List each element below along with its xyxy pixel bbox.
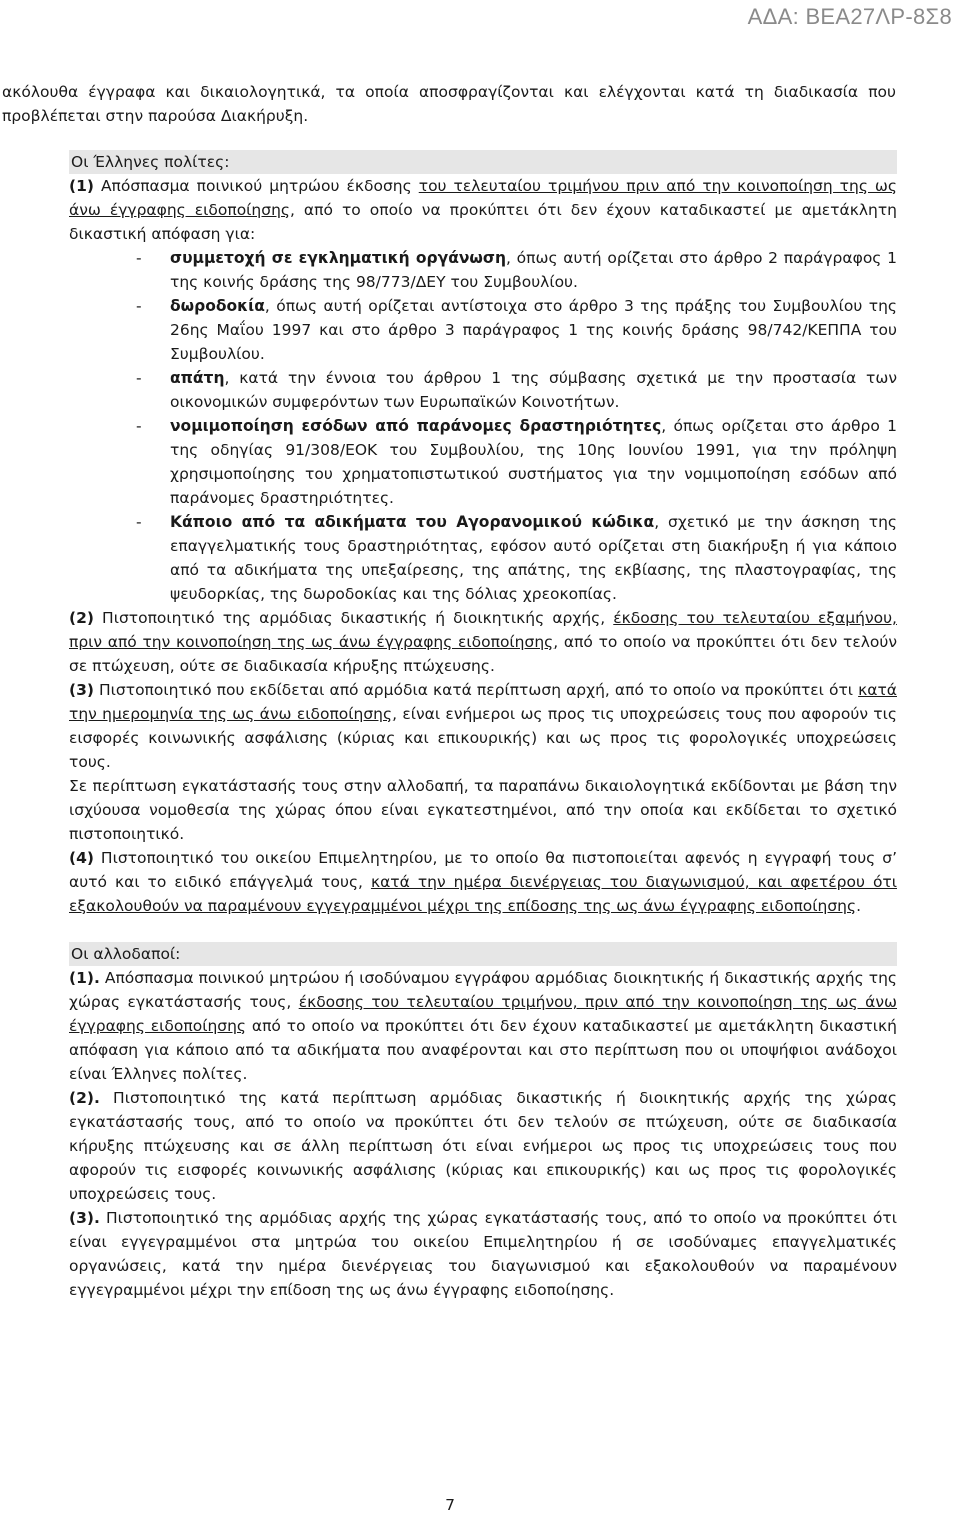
item-text: . <box>856 897 862 915</box>
offence-text: , όπως αυτή ορίζεται αντίστοιχα στο άρθρο 3 της πράξης του Συμβουλίου της 26ης Μαΐου 1997 και στο άρθρο 3 παράγραφος 1 της κοινής δράσης 98/742/ΚΕΠΠΑ του Συμβουλίου. <box>170 297 897 363</box>
item-text: από το οποίο να προκύπτει ότι δεν έχουν καταδικαστεί με αμετάκλητη δικαστική απόφαση για κάποιο από τα αδικήματα που αναφέρονται και στο περίπτωση που οι υποψήφιοι ανάδοχοι είναι Έλληνες πολίτες. <box>69 1017 897 1083</box>
foreign-item-2 <box>69 1086 897 1206</box>
dash-marker: - <box>136 297 142 315</box>
dash-marker: - <box>136 513 142 531</box>
foreign-item-1 <box>69 966 897 1086</box>
ada-code: ΑΔΑ: ΒΕΑ27ΛΡ-8Σ8 <box>747 4 952 29</box>
item-number: (3). <box>69 1209 100 1227</box>
offence-text: , σχετικό με την άσκηση της επαγγελματικής τους δραστηριότητας, εφόσον αυτό ορίζεται στη διακήρυξη ή για κάποιο από τα αδικήματα της υπεξαίρεσης, της απάτης, της εκβίασης, της πλαστογραφίας, της ψευδορκίας, της δωροδοκίας και της δόλιας χρεοκοπίας. <box>170 513 897 603</box>
section-spacer <box>69 918 897 942</box>
item-text: Πιστοποιητικό που εκδίδεται από αρμόδια κατά περίπτωση αρχή, από το οποίο να προκύπτει ότι <box>93 681 859 699</box>
offence-title: συμμετοχή σε εγκληματική οργάνωση <box>170 249 506 267</box>
offence-item <box>69 294 897 366</box>
item-text: , από το οποίο να προκύπτει ότι δεν τελούν σε πτώχευση, ούτε σε διαδικασία κήρυξης πτώχευσης. <box>69 633 897 675</box>
offence-text: , όπως αυτή ορίζεται στο άρθρο 2 παράγραφος 1 της κοινής δράσης της 98/773/ΔΕΥ του Συμβουλίου. <box>170 249 897 291</box>
greek-item-1 <box>69 174 897 246</box>
offence-item <box>69 414 897 510</box>
dash-marker: - <box>136 369 142 387</box>
item-number: (4) <box>69 849 94 867</box>
item-text: Πιστοποιητικό της αρμόδιας αρχής της χώρας εγκατάστασής τους, από το οποίο να προκύπτει ότι είναι εγγεγραμμένοι στα μητρώα του οικείου Επιμελητηρίου ή σε ισοδύναμες επαγγελματικές οργανώσεις, κατά την ημέρα διενέργειας του διαγωνισμού και εξακολουθούν να παραμένουν εγγεγραμμένοι μέχρι την επίδοση της ως άνω έγγραφης ειδοποίησης. <box>69 1209 897 1299</box>
offence-title: Κάποιο από τα αδικήματα του Αγορανομικού κώδικα <box>170 513 655 531</box>
item-text: Απόσπασμα ποινικού μητρώου ή ισοδύναμου εγγράφου αρμόδιας διοικητικής ή δικαστικής αρχής της χώρας εγκατάστασής τους, <box>69 969 897 1011</box>
greek-item-4 <box>69 846 897 918</box>
greek-item-3-note: Σε περίπτωση εγκατάστασής τους στην αλλοδαπή, τα παραπάνω δικαιολογητικά εκδίδονται με βάση την ισχύουσα νομοθεσία της χώρας όπου είναι εγκατεστημένοι, από την οποία και εκδίδεται το σχετικό πιστοποιητικό. <box>69 777 897 843</box>
item-number: (3) <box>69 681 94 699</box>
item-number: (1) <box>69 177 94 195</box>
greek-item-2 <box>69 606 897 678</box>
offence-title: απάτη <box>170 369 225 387</box>
item-underlined-text: έκδοσης του τελευταίου τριμήνου, πριν από την κοινοποίηση της ως άνω έγγραφης ειδοποίησης <box>69 993 898 1035</box>
offence-list <box>69 246 897 606</box>
page-number: 7 <box>445 1496 455 1514</box>
item-number: (1). <box>69 969 100 987</box>
item-text: , από το οποίο να προκύπτει ότι δεν έχουν καταδικαστεί με αμετάκλητη δικαστική απόφαση για: <box>69 201 897 243</box>
dash-marker: - <box>136 249 142 267</box>
item-underlined-text: κατά την ημέρα διενέργειας του διαγωνισμού, και αφετέρου ότι εξακολουθούν να παραμένουν εγγεγραμμένοι μέχρι της επίδοσης της ως άνω έγγραφης ειδοποίησης <box>69 873 898 915</box>
document-body <box>69 150 897 1302</box>
dash-marker: - <box>136 417 142 435</box>
greek-citizens-heading: Οι Έλληνες πολίτες: <box>69 150 897 174</box>
item-text: Πιστοποιητικό της αρμόδιας δικαστικής ή διοικητικής αρχής, <box>93 609 614 627</box>
item-text: , είναι ενήμεροι ως προς τις υποχρεώσεις τους που αφορούν τις εισφορές κοινωνικής ασφάλισης (κύριας και επικουρικής) και ως προς τις φορολογικές υποχρεώσεις τους. <box>69 705 897 771</box>
item-text: Πιστοποιητικό της κατά περίπτωση αρμόδιας δικαστικής ή διοικητικής αρχής της χώρας εγκατάστασής τους, από το οποίο να προκύπτει ότι δεν τελούν σε πτώχευση, ούτε σε διαδικασία κήρυξης πτώχευσης και σε άλλη περίπτωση ότι είναι ενήμεροι ως προς τις υποχρεώσεις τους που αφορούν τις εισφορές κοινωνικής ασφάλισης (κύριας και επικουρικής) και ως προς τις φορολογικές υποχρεώσεις τους. <box>69 1089 897 1203</box>
item-text: Απόσπασμα ποινικού μητρώου έκδοσης <box>93 177 419 195</box>
offence-title: δωροδοκία <box>170 297 265 315</box>
item-number: (2). <box>69 1089 100 1107</box>
offence-text: , κατά την έννοια του άρθρου 1 της σύμβασης σχετικά με την προστασία των οικονομικών συμφερόντων των Ευρωπαϊκών Κοινοτήτων. <box>170 369 897 411</box>
offence-item <box>69 510 897 606</box>
item-underlined-text: κατά την ημερομηνία της ως άνω ειδοποίησης <box>69 681 897 723</box>
offence-item <box>69 246 897 294</box>
item-text: Πιστοποιητικό του οικείου Επιμελητηρίου, με το οποίο θα πιστοποιείται αφενός η εγγραφή τους σ’ αυτό και το ειδικό επάγγελμά τους, <box>69 849 897 891</box>
offence-item <box>69 366 897 414</box>
item-underlined-text: του τελευταίου τριμήνου πριν από την κοινοποίηση της ως άνω έγγραφης ειδοποίησης <box>69 177 898 219</box>
offence-text: , όπως ορίζεται στο άρθρο 1 της οδηγίας 91/308/ΕΟΚ του Συμβουλίου, της 10ης Ιουνίου 1991, για την πρόληψη χρησιμοποίησης του χρηματοπιστωτικού συστήματος για την νομιμοποίηση εσόδων από παράνομες δραστηριότητες. <box>170 417 897 507</box>
item-number: (2) <box>69 609 94 627</box>
foreigners-heading: Οι αλλοδαποί: <box>69 942 897 966</box>
item-underlined-text: έκδοσης του τελευταίου εξαμήνου, πριν από την κοινοποίηση της ως άνω έγγραφης ειδοποίησης <box>69 609 897 651</box>
greek-item-3 <box>69 678 897 774</box>
intro-paragraph: ακόλουθα έγγραφα και δικαιολογητικά, τα οποία αποσφραγίζονται και ελέγχονται κατά τη διαδικασία που προβλέπεται στην παρούσα Διακήρυξη. <box>2 83 896 125</box>
foreign-item-3 <box>69 1206 897 1302</box>
offence-title: νομιμοποίηση εσόδων από παράνομες δραστηριότητες <box>170 417 662 435</box>
